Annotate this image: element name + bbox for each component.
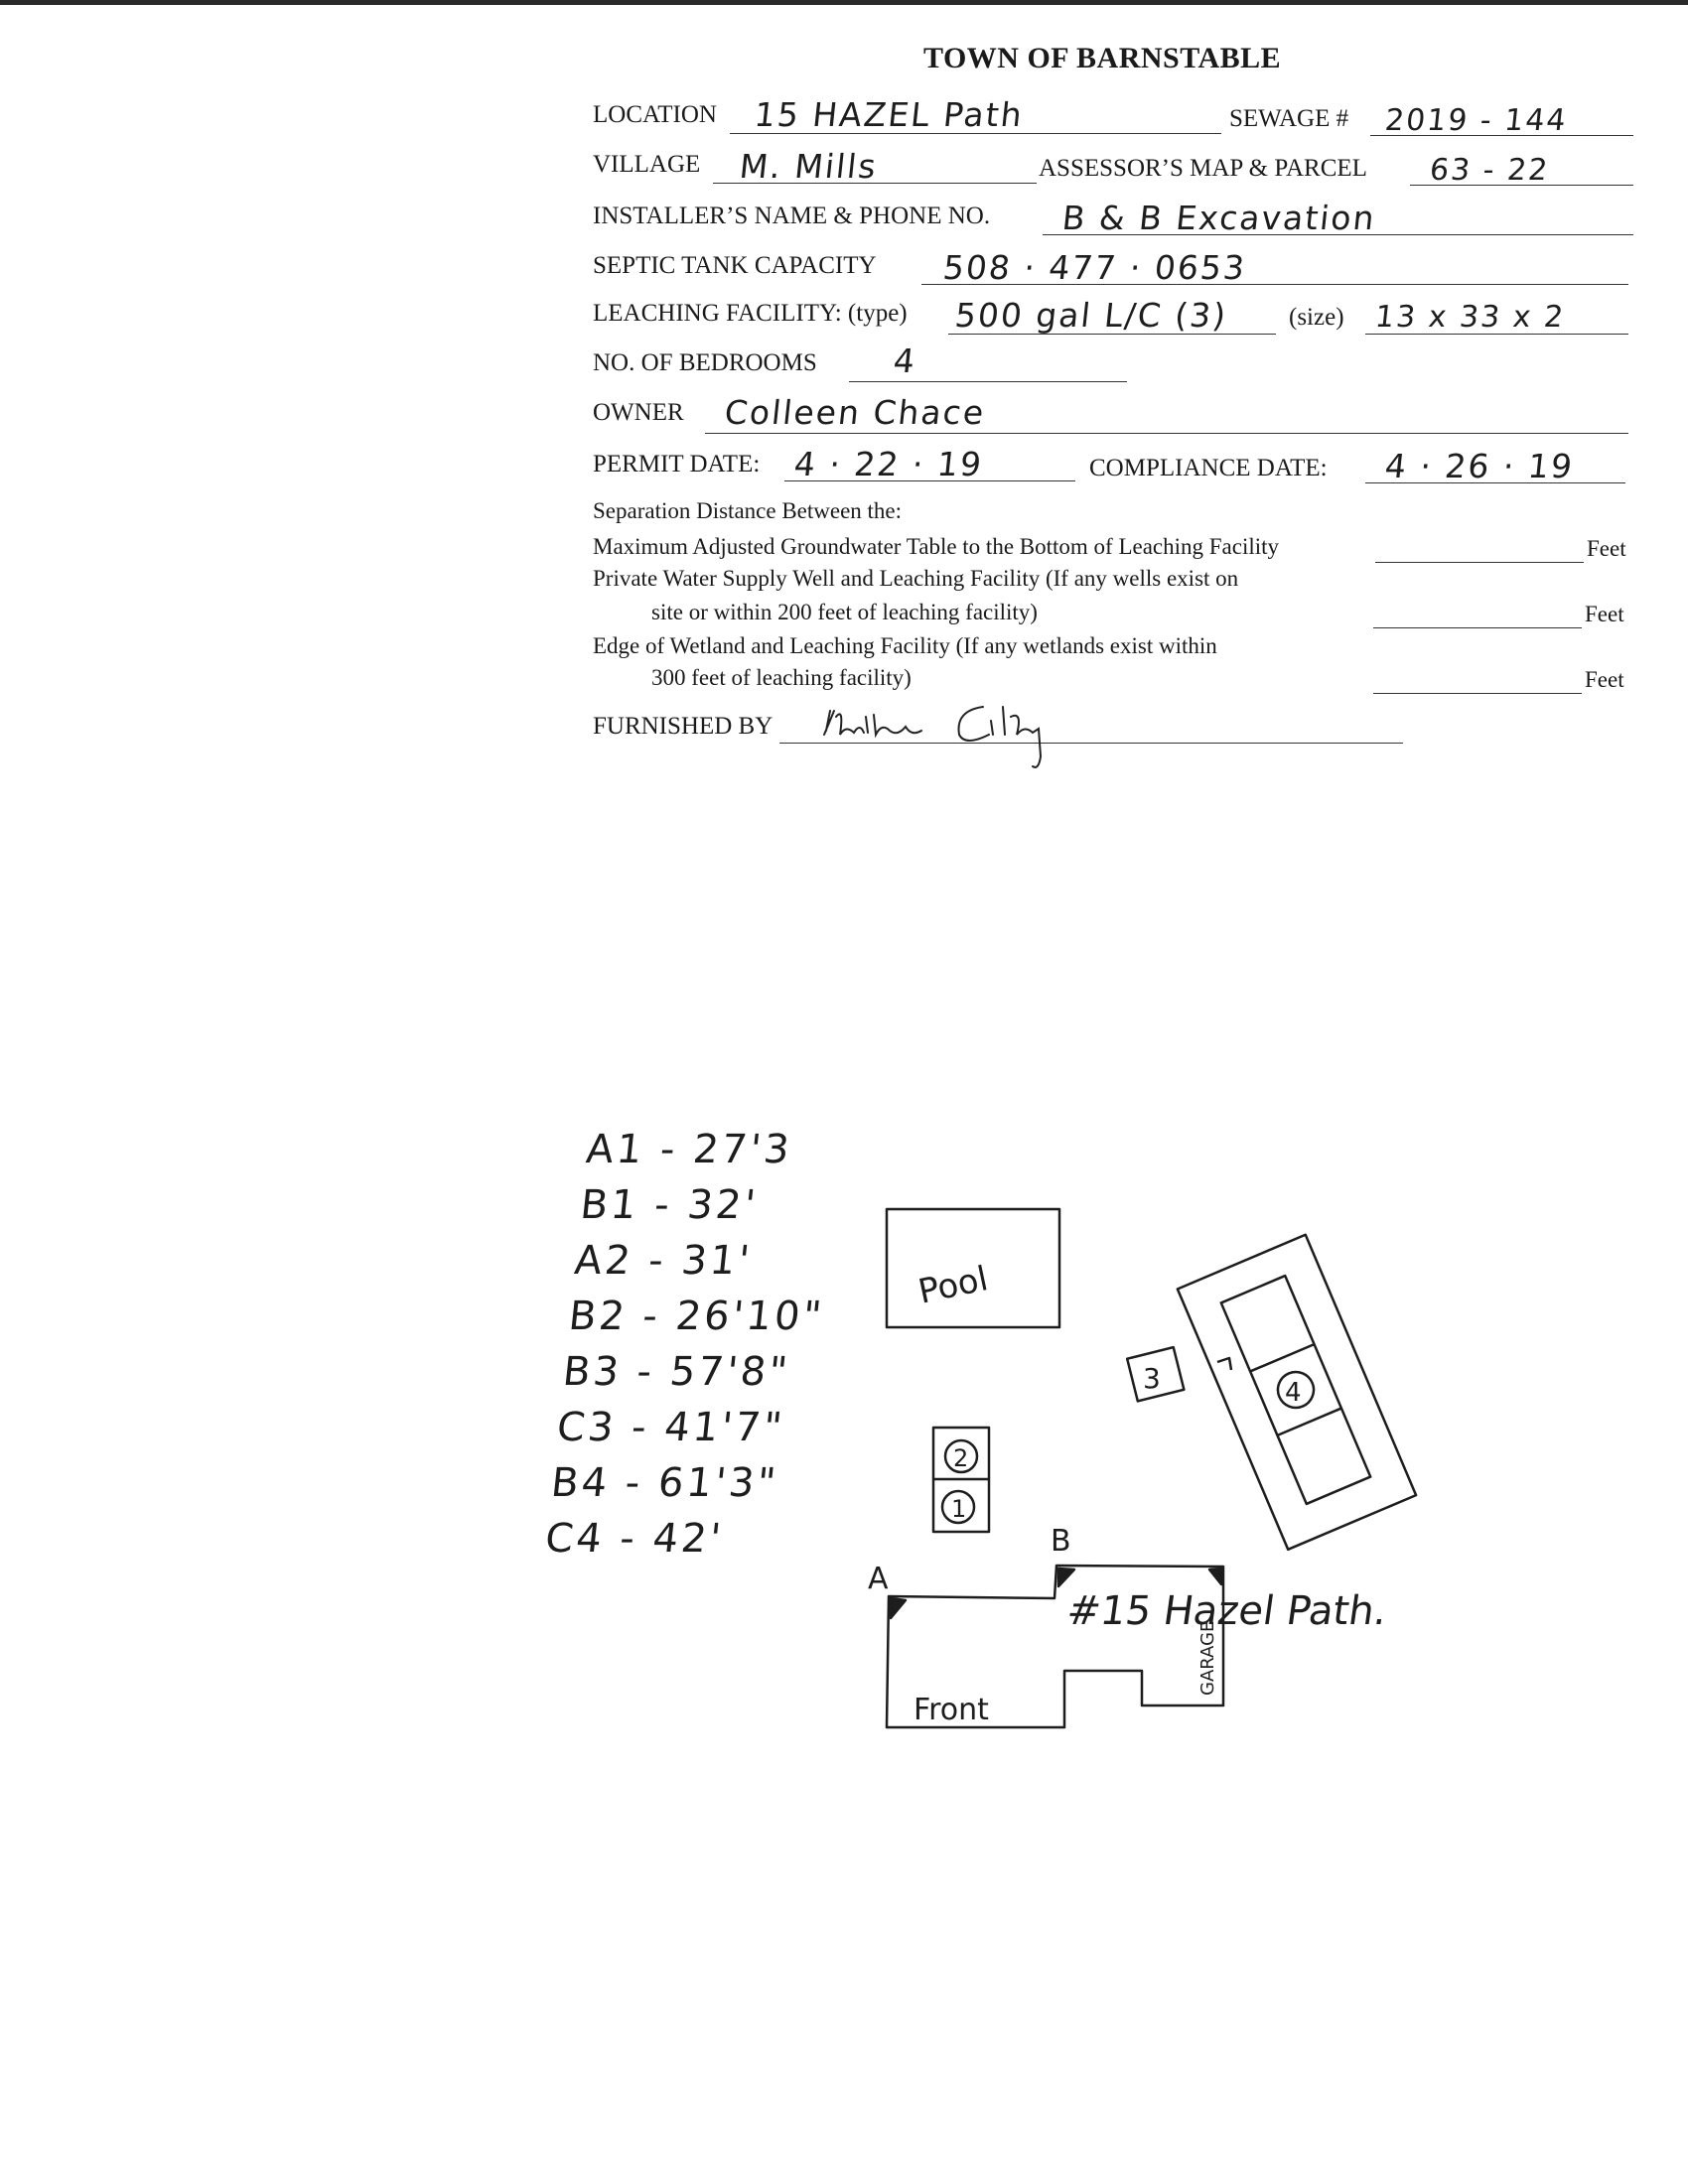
garage-label: GARAGE (1197, 1620, 1218, 1696)
measurement-item: A1 - 27'3 (584, 1127, 795, 1172)
septic-label: SEPTIC TANK CAPACITY (593, 252, 877, 279)
size-label: (size) (1289, 304, 1344, 331)
corner-a-label: A (868, 1562, 889, 1596)
size-value: 13 x 33 x 2 (1373, 300, 1567, 335)
tank-3-label: 3 (1143, 1362, 1161, 1395)
separation-unit-1: Feet (1587, 536, 1626, 561)
measurement-item: B4 - 61'3" (548, 1460, 781, 1506)
septic-value: 508 · 477 · 0653 (940, 248, 1248, 287)
leaching-connector (1217, 1358, 1231, 1370)
page-title: TOWN OF BARNSTABLE (923, 42, 1282, 74)
measurement-item: B3 - 57'8" (560, 1349, 792, 1395)
corner-mark-a (891, 1598, 906, 1618)
measurement-item: B2 - 26'10" (566, 1294, 827, 1339)
corner-b-label: B (1051, 1524, 1071, 1559)
measurement-item: C4 - 42' (542, 1516, 726, 1562)
front-label: Front (914, 1693, 989, 1727)
leaching-divider-2 (1277, 1409, 1340, 1435)
tank-2-label: 2 (953, 1444, 969, 1472)
furnished-by-label: FURNISHED BY (593, 713, 774, 740)
separation-unit-3: Feet (1585, 667, 1624, 692)
map-parcel-value: 63 - 22 (1428, 153, 1552, 188)
address-label: #15 Hazel Path. (1063, 1588, 1390, 1634)
owner-label: OWNER (593, 399, 684, 426)
installer-label: INSTALLER’S NAME & PHONE NO. (593, 203, 991, 229)
corner-mark-garage (1209, 1569, 1221, 1584)
separation-line-2b: site or within 200 feet of leaching facility) (651, 600, 1038, 624)
separation-heading: Separation Distance Between the: (593, 498, 903, 523)
location-value: 15 HAZEL Path (752, 95, 1026, 134)
leaching-4-label: 4 (1285, 1378, 1302, 1408)
separation-line-2a: Private Water Supply Well and Leaching Facility (If any wells exist on (593, 566, 1239, 591)
bedrooms-label: NO. OF BEDROOMS (593, 349, 817, 376)
sewage-label: SEWAGE # (1229, 105, 1349, 132)
measurement-item: A2 - 31' (572, 1238, 755, 1284)
separation-line-3a: Edge of Wetland and Leaching Facility (If any wetlands exist within (593, 633, 1217, 658)
permit-date-label: PERMIT DATE: (593, 451, 761, 478)
bedrooms-value: 4 (891, 341, 919, 380)
compliance-date-value: 4 · 26 · 19 (1382, 447, 1576, 485)
village-value: M. Mills (737, 147, 880, 186)
corner-mark-b (1058, 1569, 1074, 1586)
leaching-divider-1 (1250, 1344, 1314, 1371)
tank-1-label: 1 (951, 1495, 967, 1523)
separation-line-3b: 300 feet of leaching facility) (651, 665, 912, 690)
leaching-type-value: 500 gal L/C (3) (952, 296, 1230, 335)
measurement-item: C3 - 41'7" (554, 1405, 787, 1450)
permit-date-value: 4 · 22 · 19 (791, 445, 985, 483)
leaching-label: LEACHING FACILITY: (type) (593, 300, 908, 327)
sewage-value: 2019 - 144 (1383, 103, 1570, 138)
location-label: LOCATION (593, 101, 717, 128)
village-label: VILLAGE (593, 151, 701, 178)
compliance-date-label: COMPLIANCE DATE: (1089, 455, 1328, 481)
measurement-item: B1 - 32' (578, 1182, 761, 1228)
installer-value: B & B Excavation (1059, 199, 1378, 237)
separation-unit-2: Feet (1585, 602, 1624, 626)
owner-value: Colleen Chace (722, 393, 988, 432)
pool-label: Pool (914, 1259, 992, 1312)
map-parcel-label: ASSESSOR’S MAP & PARCEL (1039, 155, 1367, 182)
separation-line-1: Maximum Adjusted Groundwater Table to the Bottom of Leaching Facility (593, 534, 1280, 559)
